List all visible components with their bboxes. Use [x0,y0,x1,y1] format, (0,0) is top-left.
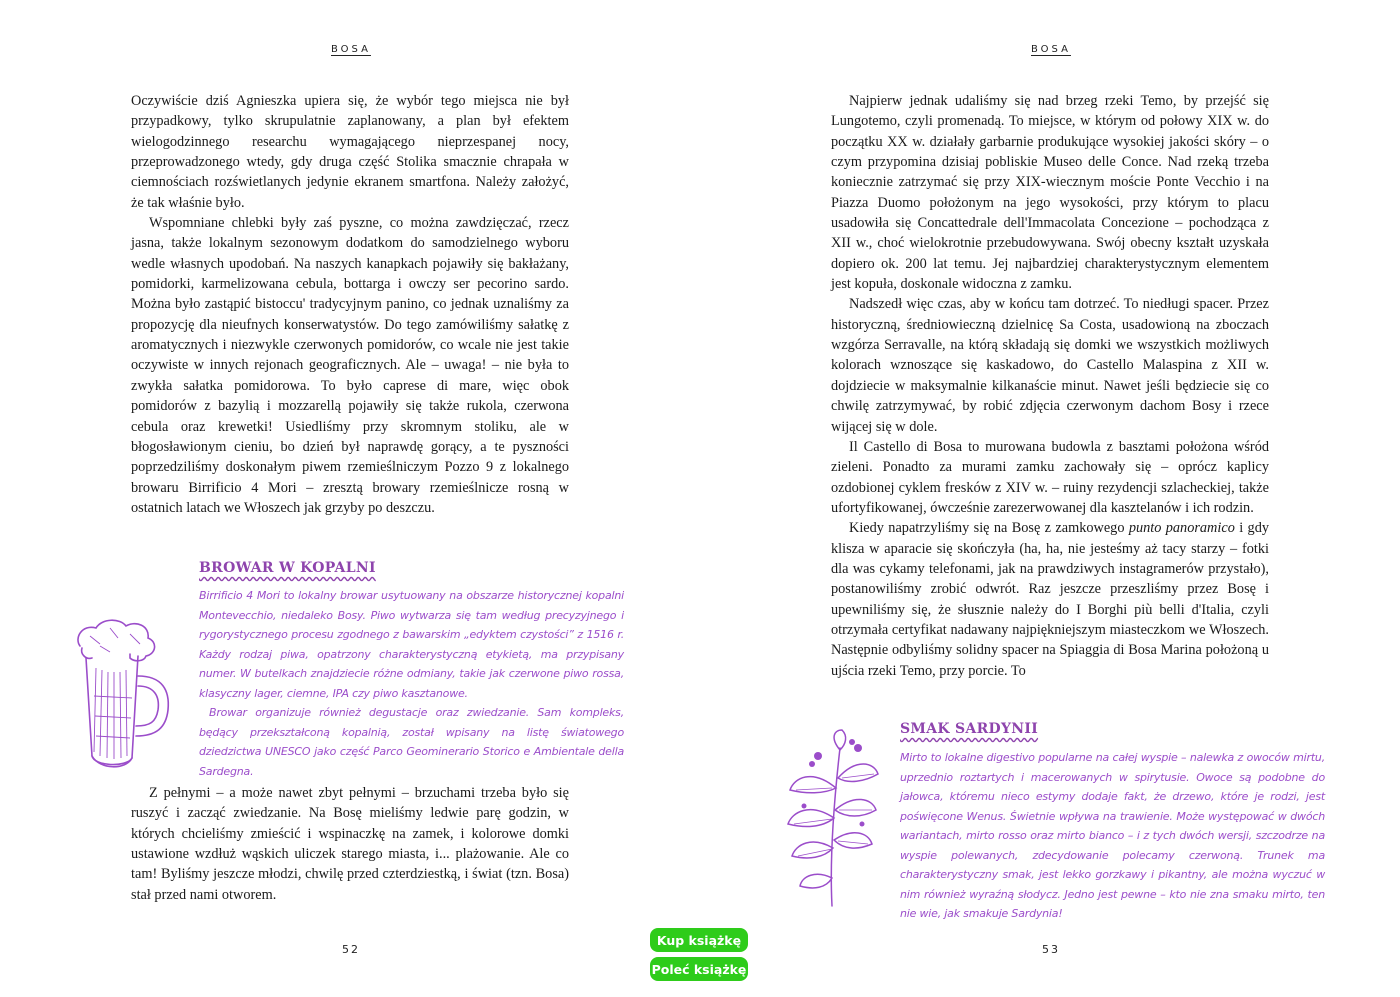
page-number: 52 [342,943,360,956]
sidebar-paragraph: Birrificio 4 Mori to lokalny browar usytuowany na obszarze historycznej kopalni Montevecchio, niedaleko Bosy. Piwo wytwarza się tam według precyzyjnego i rygorystycznego procesu zgodnego z bawarskim „edyktem czystości” z 1516 r. Każdy rodzaj piwa, opatrzony charakterystyczną etykietą, ma przypisany numer. W butelkach znajdziecie różne odmiany, takie jak czerwone piwo rossa, klasyczny lager, ciemne, IPA czy piwo kasztanowe. [199,589,624,700]
sidebar-text [900,748,1325,924]
page-number: 53 [1042,943,1060,956]
sidebar-title: BROWAR W KOPALNI [199,560,376,576]
italic-phrase: punto panoramico [1128,520,1235,537]
recommend-book-button[interactable]: Poleć książkę [650,957,748,981]
paragraph [831,518,1269,681]
body-text [131,783,569,905]
sidebar-text [199,586,624,781]
beer-mug-icon [70,616,180,776]
paragraph: Najpierw jednak udaliśmy się nad brzeg rzeki Temo, by przejść się Lungotemo, czyli promenadą. To miejsce, w którym od połowy XIX w. do początku XX w. działały garbarnie produkujące wysokiej jakości skóry – o czym przypomina dzisiaj pobliskie Museo delle Conce. Nad rzeką trzeba koniecznie zatrzymać się przy XIX-wiecznym moście Ponte Vecchio i na Piazza Duomo położonym na jego wysokości, przy którym to placu usadowiła się Concattedrale dell'Immacolata Concezione – pochodząca z XII w., choć wielokrotnie przebudowywana. Swój obecny kształt uzyskała dopiero ok. 200 lat temu. Jej najbardziej charakterystycznym elementem jest kopuła, doskonale widoczna z zamku. [831,93,1269,293]
paragraph: Oczywiście dziś Agnieszka upiera się, że wybór tego miejsca nie był przypadkowy, tylko skrupulatnie zaplanowany, a plan był efektem wielogodzinnego researchu wymagającego nieprzespanej nocy, przeprowadzonego wtedy, gdy druga część Stolika smacznie chrapała w ciemnościach rozświetlanych jedynie ekranem smartfona. Należy założyć, że tak właśnie było. [131,93,569,211]
paragraph: Nadszedł więc czas, aby w końcu tam dotrzeć. To niedługi spacer. Przez historyczną, średniowieczną dzielnicę Sa Costa, usadowioną na zboczach wzgórza Serravalle, na którą składają się domki we wszystkich możliwych kolorach wznoszące się kaskadowo, do Castello Malaspina z XII w. dojdziecie w maksymalnie kilkanaście minut. Nawet jeśli będziecie się co chwilę zatrzymywać, by robić zdjęcia czerwonym dachom Bosy i rzece wijącej się w dole. [831,296,1269,435]
paragraph-text: i gdy klisza w aparacie się skończyła (ha, ha, nie jesteśmy aż tacy starzy – fotki dla was cykamy telefonami, jak na prawdziwych instagramerów przystało), postanowiliśmy zrobić odwrót. Raz jeszcze przeszliśmy przez Bosę i upewniliśmy się, że słusznie należy do I Borghi più belli d'Italia, czyli otrzymała certyfikat nadawany najpiękniejszym miasteczkom we Włoszech. Następnie odbyliśmy solidny spacer na Spiaggia di Bosa Marina położoną u ujścia rzeki Temo, przy porcie. To [831,520,1269,679]
running-head: BOSA [331,44,371,55]
myrtle-plant-icon [782,728,882,908]
paragraph: Z pełnymi – a może nawet zbyt pełnymi – brzuchami trzeba było się ruszyć i zacząć zwiedzanie. Na Bosę mieliśmy ledwie parę godzin, w których chcieliśmy zmieścić i wspinaczkę na zamek, i kolorowe domki ustawione wzdłuż wąskich uliczek starego miasta, i... plażowanie. Ale co tam! Byliśmy jeszcze młodzi, chwilę przed czterdziestką, i świat (tzn. Bosa) stał przed nami otworem. [131,785,569,903]
sidebar-title: SMAK SARDYNII [900,721,1039,737]
body-text [831,91,1269,681]
running-head: BOSA [1031,44,1071,55]
sidebar-paragraph: Mirto to lokalne digestivo popularne na całej wyspie – nalewka z owoców mirtu, uprzednio roztartych i macerowanych w spirytusie. Owoce są podobne do jałowca, któremu nieco estymy dodaje fakt, że drzewo, które je rodzi, jest poświęcone Wenus. Świetnie wpływa na trawienie. Może występować w dwóch wariantach, mirto rosso oraz mirto bianco – i z tych dwóch wersji, szczodrze na wyspie polewanych, zdecydowanie polecamy czerwoną. Trunek ma charakterystyczny smak, jest lekko gorzkawy i pikantny, ale można wyczuć w nim również wyraźną słodycz. Jedno jest pewne – kto nie zna smaku mirto, ten nie wie, jak smakuje Sardynia! [900,751,1325,920]
paragraph: Il Castello di Bosa to murowana budowla z basztami położona wśród zieleni. Ponadto za murami zamku zachowały się – oprócz kaplicy ozdobionej cyklem fresków z XIV w. – ruiny rezydencji szlacheckiej, także ufortyfikowanej, ówcześnie zarezerwowanej dla kasztelanów i ich rodzin. [831,438,1269,516]
buy-book-button[interactable]: Kup książkę [650,928,748,952]
body-text [131,91,569,518]
sidebar-paragraph: Browar organizuje również degustacje oraz zwiedzanie. Sam kompleks, będący przekształconą kopalnią, został wpisany na listę światowego dziedzictwa UNESCO jako część Parco Geominerario Storico e Ambientale della Sardegna. [199,706,624,778]
paragraph: Wspomniane chlebki były zaś pyszne, co można zawdzięczać, rzecz jasna, także lokalnym sezonowym dodatkom do samodzielnego wyboru wedle własnych upodobań. Na naszych kanapkach pojawiły się bakłażany, pomidorki, karmelizowana cebula, bottarga i owczy ser pecorino sardo. Można było zastąpić bistoccu' tradycyjnym panino, co jednak uznaliśmy za propozycję dla nieufnych konserwatystów. Do tego zamówiliśmy sałatkę z aromatycznych i niezwykle czerwonych pomidorów, co wcale nie jest takie oczywiste w innych rejonach geograficznych. Ale – uwaga! – nie była to zwykła sałatka pomidorowa. To było caprese di mare, więc obok pomidorów z bazylią i mozzarellą pojawiły się także rukola, czerwona cebula oraz krewetki! Usiedliśmy przy skromnym stoliku, ale w błogosławionym cieniu, bo dzień był naprawdę gorący, a te pyszności poprzedziliśmy doskonałym piwem rzemieślniczym Pozzo 9 z lokalnego browaru Birrificio 4 Mori – zresztą browary rzemieślnicze rosną w ostatnich latach we Włoszech jak grzyby po deszczu. [131,215,569,516]
right-page [700,0,1400,997]
paragraph-text: Kiedy napatrzyliśmy się na Bosę z zamkowego [849,520,1129,537]
